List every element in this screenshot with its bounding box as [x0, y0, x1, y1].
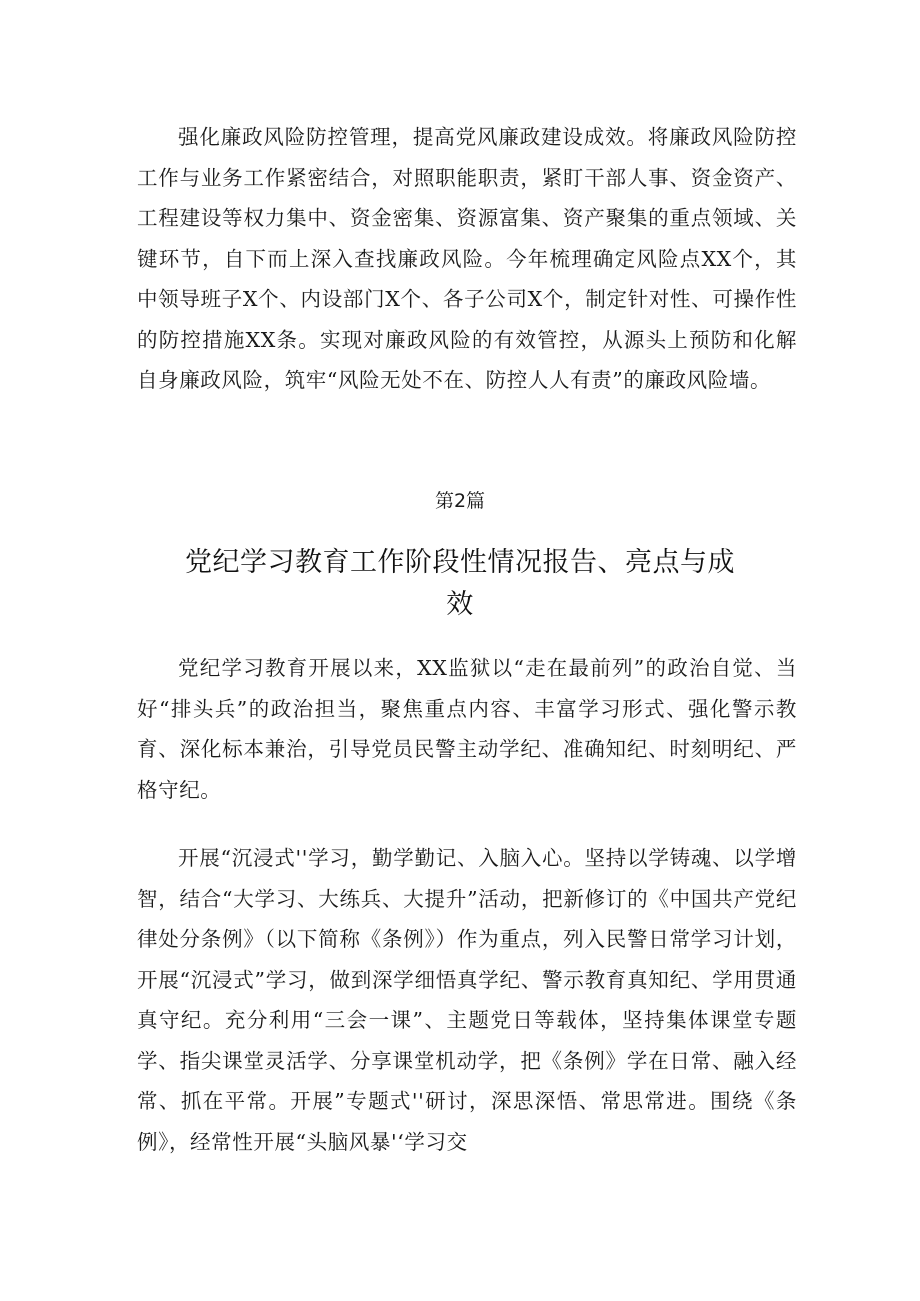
paragraph-risk-control: 强化廉政风险防控管理，提高党风廉政建设成效。将廉政风险防控工作与业务工作紧密结合，对照职能职责，紧盯干部人事、资金资产、工程建设等权力集中、资金密集、资源富集、资产聚集的重点领域、关键环节，自下而上深入查找廉政风险。今年梳理确定风险点XX个，其中领导班子X个、内设部门X个、各子公司X个，制定针对性、可操作性的防控措施XX条。实现对廉政风险的有效管控，从源头上预防和化解自身廉政风险，筑牢“风险无处不在、防控人人有责”的廉政风险墙。	[137, 125, 797, 392]
document-title: 党纪学习教育工作阶段性情况报告、亮点与成效	[185, 547, 735, 620]
section-label: 第2篇	[434, 490, 486, 512]
paragraph-intro: 党纪学习教育开展以来，XX监狱以“走在最前列”的政治自觉、当好“排头兵”的政治担当，聚焦重点内容、丰富学习形式、强化警示教育、深化标本兼治，引导党员民警主动学纪、准确知纪、时刻明纪、严格守纪。	[137, 656, 797, 802]
paragraph-immersive-study: 开展“沉浸式''学习，勤学勤记、入脑入心。坚持以学铸魂、以学增智，结合“大学习、大练兵、大提升”活动，把新修订的《中国共产党纪律处分条例》（以下简称《条例》）作为重点，列入民警日常学习计划，开展“沉浸式”学习，做到深学细悟真学纪、警示教育真知纪、学用贯通真守纪。充分利用“三会一课”、主题党日等载体，坚持集体课堂专题学、指尖课堂灵活学、分享课堂机动学，把《条例》学在日常、融入经常、抓在平常。开展”专题式''研讨，深思深悟、常思常进。围绕《条例》，经常性开展“头脑风暴'‘学习交	[137, 846, 797, 1154]
